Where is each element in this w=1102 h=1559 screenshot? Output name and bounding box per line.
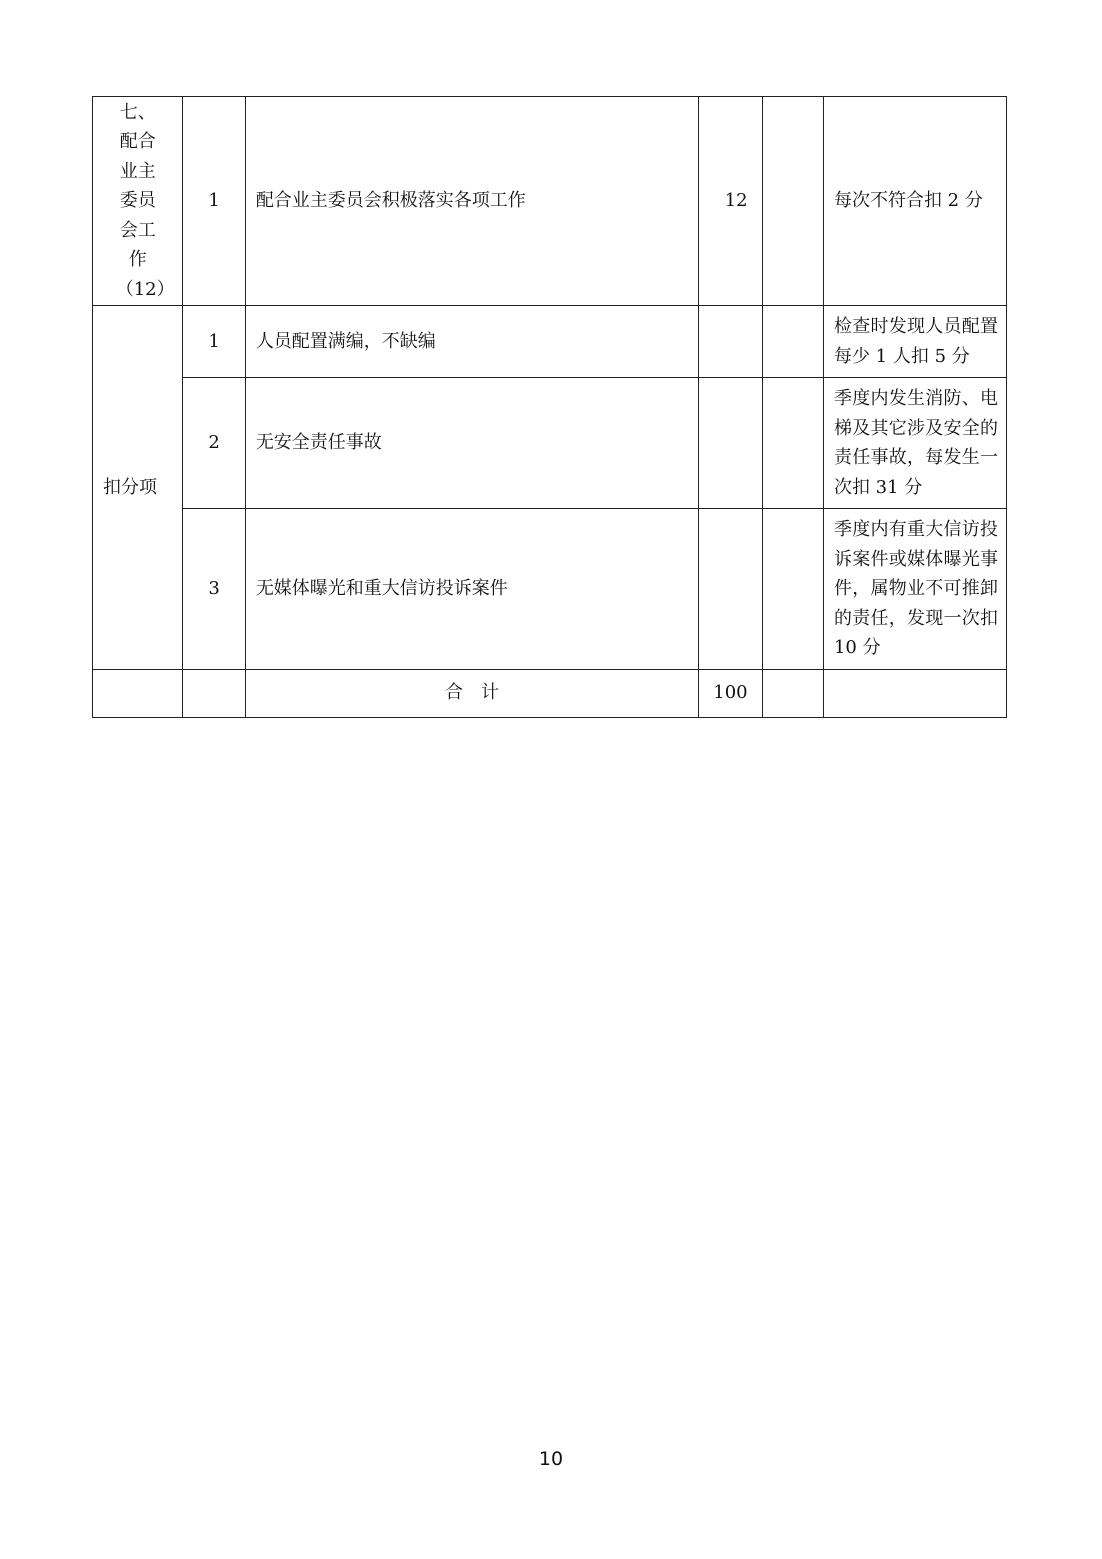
item-score: 12 <box>699 97 762 306</box>
scoring-note: 季度内发生消防、电梯及其它涉及安全的责任事故，每发生一次扣 31 分 <box>823 378 1006 509</box>
empty-cell <box>823 669 1006 717</box>
item-score <box>699 509 762 670</box>
table-row <box>93 97 1007 306</box>
row-number: 3 <box>183 509 245 670</box>
deductions-title: 扣分项 <box>93 306 183 670</box>
result-cell <box>762 378 823 509</box>
item-description: 无安全责任事故 <box>245 378 698 509</box>
item-description: 无媒体曝光和重大信访投诉案件 <box>245 509 698 670</box>
scoring-note: 检查时发现人员配置每少 1 人扣 5 分 <box>823 306 1006 378</box>
section-title-cell <box>93 97 183 306</box>
item-score <box>699 378 762 509</box>
empty-cell <box>93 669 183 717</box>
table-row <box>93 378 1007 509</box>
result-cell <box>762 97 823 306</box>
evaluation-table <box>92 96 1007 718</box>
empty-cell <box>183 669 245 717</box>
total-score: 100 <box>699 669 762 717</box>
scoring-note: 每次不符合扣 2 分 <box>823 97 1006 306</box>
row-number: 2 <box>183 378 245 509</box>
result-cell <box>762 306 823 378</box>
item-description: 人员配置满编，不缺编 <box>245 306 698 378</box>
table-row <box>93 509 1007 670</box>
row-number: 1 <box>183 97 245 306</box>
table-row <box>93 306 1007 378</box>
empty-cell <box>762 669 823 717</box>
item-score <box>699 306 762 378</box>
item-description: 配合业主委员会积极落实各项工作 <box>245 97 698 306</box>
total-row <box>93 669 1007 717</box>
page-number: 10 <box>538 1448 564 1470</box>
section-title: 七、配合业主委员会工作（12） <box>115 101 175 300</box>
result-cell <box>762 509 823 670</box>
row-number: 1 <box>183 306 245 378</box>
total-label: 合计 <box>245 669 698 717</box>
scoring-note: 季度内有重大信访投诉案件或媒体曝光事件，属物业不可推卸的责任，发现一次扣 10 分 <box>823 509 1006 670</box>
